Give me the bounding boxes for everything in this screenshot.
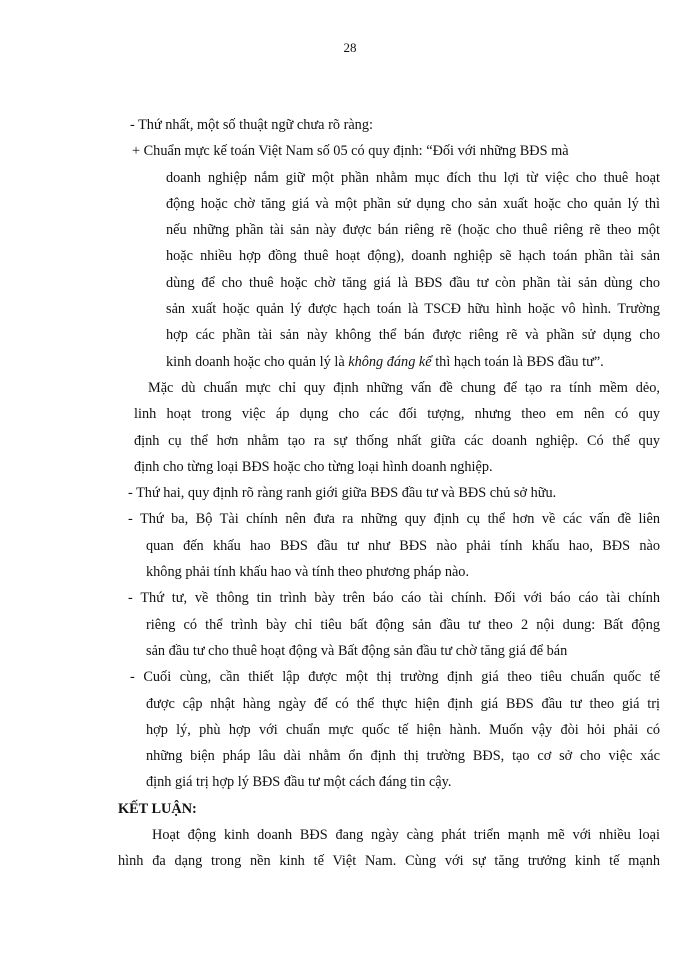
text-line: Mặc dù chuẩn mực chỉ quy định những vấn đề chung để tạo ra tính mềm dẻo,: [148, 379, 660, 396]
page-body: [118, 112, 660, 875]
text-line: - Cuối cùng, cần thiết lập được một thị trường định giá theo tiêu chuẩn quốc tế: [130, 669, 660, 686]
text-line: hợp lý, phù hợp với chuẩn mực quốc tế hiện hành. Muốn vậy đòi hỏi phải có: [146, 721, 660, 738]
italic-text-run: không đáng kể: [348, 353, 432, 370]
text-line: + Chuẩn mực kế toán Việt Nam số 05 có quy định: “Đối với những BĐS mà: [132, 143, 569, 160]
text-line: định cụ thể hơn nhằm tạo ra sự thống nhất giữa các doanh nghiệp. Có thể quy: [134, 432, 660, 449]
text-line: doanh nghiệp nắm giữ một phần nhằm mục đích thu lợi từ việc cho thuê hoạt: [166, 169, 660, 186]
section-heading: KẾT LUẬN:: [118, 800, 197, 817]
text-line: sản đầu tư cho thuê hoạt động và Bất động sản đầu tư chờ tăng giá để bán: [146, 642, 568, 659]
text-line: - Thứ nhất, một số thuật ngữ chưa rõ ràng:: [130, 117, 373, 133]
text-run: kinh doanh hoặc cho quản lý là: [166, 353, 349, 370]
text-line: những biện pháp lâu dài nhằm ổn định thị trường BĐS, tạo cơ sở cho việc xác: [146, 748, 660, 765]
text-line: quan đến khấu hao BĐS đầu tư như BĐS nào phải tính khấu hao, BĐS nào: [146, 537, 660, 554]
text-line: Hoạt động kinh doanh BĐS đang ngày càng phát triển mạnh mẽ với nhiều loại: [152, 827, 660, 844]
page-number: 28: [343, 40, 357, 55]
text-line: nếu những phần tài sản này được bán riêng rẽ (hoặc cho thuê riêng rẽ theo một: [166, 222, 660, 239]
text-line: riêng có thể trình bày chỉ tiêu bất động sản đầu tư theo 2 nội dung: Bất động: [146, 616, 660, 633]
text-line: - Thứ hai, quy định rõ ràng ranh giới giữa BĐS đầu tư và BĐS chủ sở hữu.: [128, 485, 557, 502]
text-line: động hoặc chờ tăng giá và một phần sử dụng cho sản xuất hoặc cho quản lý thì: [166, 195, 660, 212]
text-line: hoặc nhiều hợp đồng thuê hoạt động), doanh nghiệp sẽ hạch toán phần tài sản: [166, 248, 660, 265]
text-line: sản xuất hoặc quản lý được hạch toán là TSCĐ hữu hình hoặc vô hình. Trường: [166, 301, 660, 318]
text-line: định giá trị hợp lý BĐS đầu tư một cách đáng tin cậy.: [146, 774, 452, 791]
text-line: - Thứ ba, Bộ Tài chính nên đưa ra những quy định cụ thể hơn về các vấn đề liên: [128, 511, 660, 528]
text-run: thì hạch toán là BĐS đầu tư”.: [431, 353, 604, 370]
text-line: linh hoạt trong việc áp dụng cho các đối tượng, nhưng theo em nên có quy: [134, 406, 660, 423]
text-line: - Thứ tư, về thông tin trình bày trên báo cáo tài chính. Đối với báo cáo tài chính: [128, 590, 660, 607]
text-line: [118, 349, 660, 375]
text-line: không phải tính khấu hao và tính theo phương pháp nào.: [146, 564, 470, 581]
text-line: hình đa dạng trong nền kinh tế Việt Nam. Cùng với sự tăng trưởng kinh tế mạnh: [118, 853, 660, 870]
text-line: định cho từng loại BĐS hoặc cho từng loại hình doanh nghiệp.: [134, 458, 493, 475]
text-line: dùng để cho thuê hoặc chờ tăng giá là BĐS đầu tư còn phần tài sản dùng cho: [166, 274, 660, 291]
text-line: được cập nhật hàng ngày để có thể thực hiện định giá BĐS đầu tư theo giá trị: [146, 695, 660, 712]
text-line: hợp các phần tài sản này không thể bán được riêng rẽ và phần sử dụng cho: [166, 327, 660, 344]
